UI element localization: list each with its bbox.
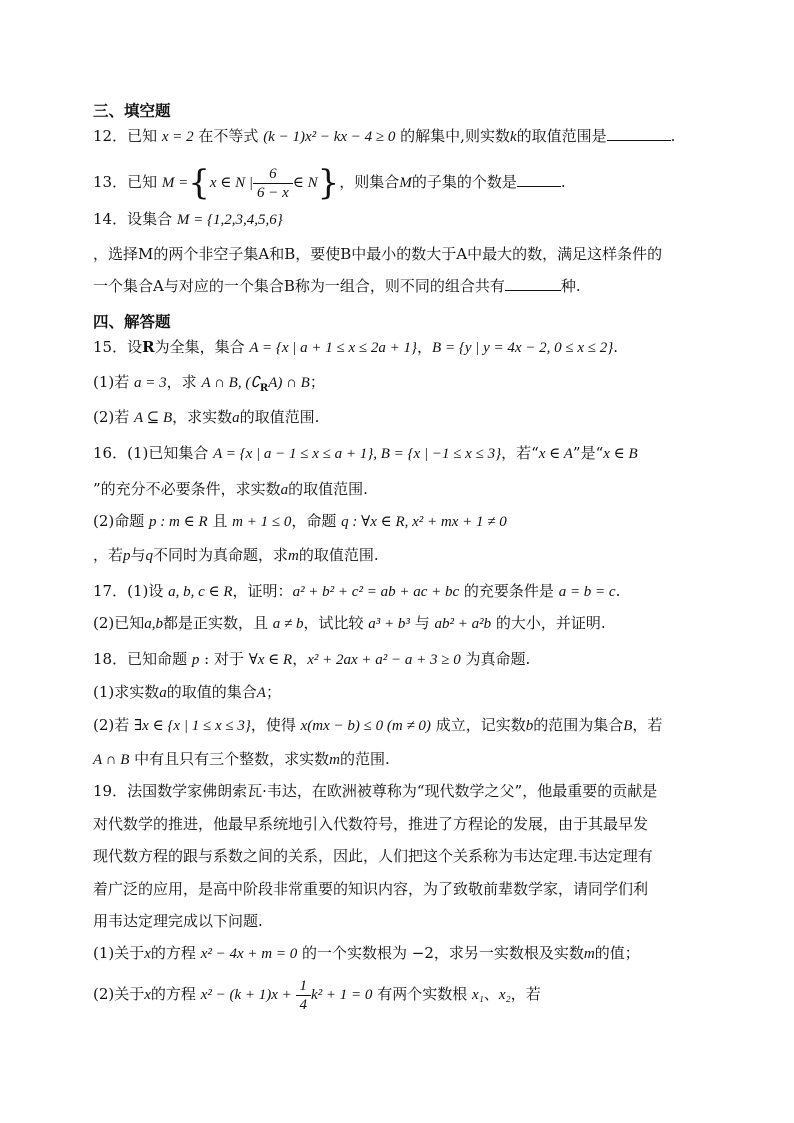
question-14-cont: ，选择M的两个非空子集A和B，要使B中最小的数大于A中最大的数，满足这样条件的 — [93, 245, 663, 263]
answer-blank[interactable] — [517, 172, 561, 187]
section-heading-solutions: 四、解答题 — [93, 312, 171, 331]
question-14-cont2: 一个集合A与对应的一个集合B称为一组合，则不同的组合共有 种. — [93, 277, 581, 295]
question-19-cont4: 用韦达定理完成以下问题. — [93, 912, 263, 930]
question-19: 19．法国数学家佛朗索瓦·韦达，在欧洲被尊称为“现代数学之父”，他最重要的贡献是 — [93, 782, 658, 800]
question-19-part2: (2)关于x的方程 x² − (k + 1)x + $\frac{1}{4}$ k² + 1 = 0 有两个实数根 x₁、x₂，若 — [93, 977, 541, 1013]
question-12: 12．已知 x = 2 在不等式 (k − 1)x² − kx − 4 ≥ 0 的解集中,则实数k的取值范围是 . — [93, 127, 676, 145]
question-18: 18．已知命题 p : 对于 ∀x ∈ R，x² + 2ax + a² − a + 3 ≥ 0 为真命题. — [93, 650, 531, 668]
question-18-part2: (2)若 ∃x ∈ {x | 1 ≤ x ≤ 3}，使得 x(mx − b) ≤ 0 (m ≠ 0) 成立，记实数b的范围为集合B，若 — [93, 716, 663, 734]
question-15-part1: (1)若 a = 3，求 A ∩ B, $(∁_RA)$ ∩ B； — [93, 373, 325, 394]
question-13: 13．已知 M ={x ∈ N | $\frac{6}{6 - x}$ ∈ N}，则集合M的子集的个数是 . — [93, 163, 566, 203]
question-16-part2: (2)命题 p : m ∈ R 且 m + 1 ≤ 0，命题 q : ∀x ∈ R, x² + mx + 1 ≠ 0 — [93, 512, 507, 530]
question-16-cont: ”的充分不必要条件，求实数a的取值范围. — [93, 480, 368, 498]
question-18-part2-cont: A ∩ B 中有且只有三个整数，求实数m的范围. — [93, 750, 390, 768]
question-17-part2: (2)已知a,b都是正实数，且 a ≠ b，试比较 a³ + b³ 与 ab² + a²b 的大小，并证明. — [93, 614, 606, 632]
fraction-one-quarter: $\frac{1}{4}$ — [296, 977, 312, 1014]
question-19-cont3: 着广泛的应用，是高中阶段非常重要的知识内容，为了致敬前辈数学家，请同学们利 — [93, 880, 649, 898]
question-14: 14．设集合 M = {1,2,3,4,5,6} — [93, 210, 283, 228]
question-15-part2: (2)若 A ⊆ B，求实数a的取值范围. — [93, 408, 320, 426]
answer-blank[interactable] — [607, 126, 671, 141]
fraction: $\frac{6}{6 - x}$ — [253, 165, 293, 202]
answer-blank[interactable] — [505, 276, 561, 291]
section-heading-fill-in: 三、填空题 — [93, 101, 171, 120]
question-17: 17．(1)设 a, b, c ∈ R，证明：a² + b² + c² = ab + ac + bc 的充要条件是 a = b = c. — [93, 582, 621, 600]
question-19-cont: 对代数学的推进，他最早系统地引入代数符号，推进了方程论的发展，由于其最早发 — [93, 815, 649, 833]
question-19-cont2: 现代数方程的跟与系数之间的关系，因此，人们把这个关系称为韦达定理.韦达定理有 — [93, 847, 653, 865]
question-18-part1: (1)求实数a的取值的集合A； — [93, 683, 281, 701]
question-16-part2-cont: ，若p与q不同时为真命题，求m的取值范围. — [93, 546, 379, 564]
question-19-part1: (1)关于x的方程 x² − 4x + m = 0 的一个实数根为 −2，求另一实数根及实数m的值； — [93, 944, 640, 962]
question-15: 15．设R为全集，集合 A = {x | a + 1 ≤ x ≤ 2a + 1}，B = {y | y = 4x − 2, 0 ≤ x ≤ 2}. — [93, 338, 619, 356]
question-16: 16．(1)已知集合 A = {x | a − 1 ≤ x ≤ a + 1}, B = {x | −1 ≤ x ≤ 3}，若“x ∈ A”是“x ∈ B — [93, 444, 638, 462]
